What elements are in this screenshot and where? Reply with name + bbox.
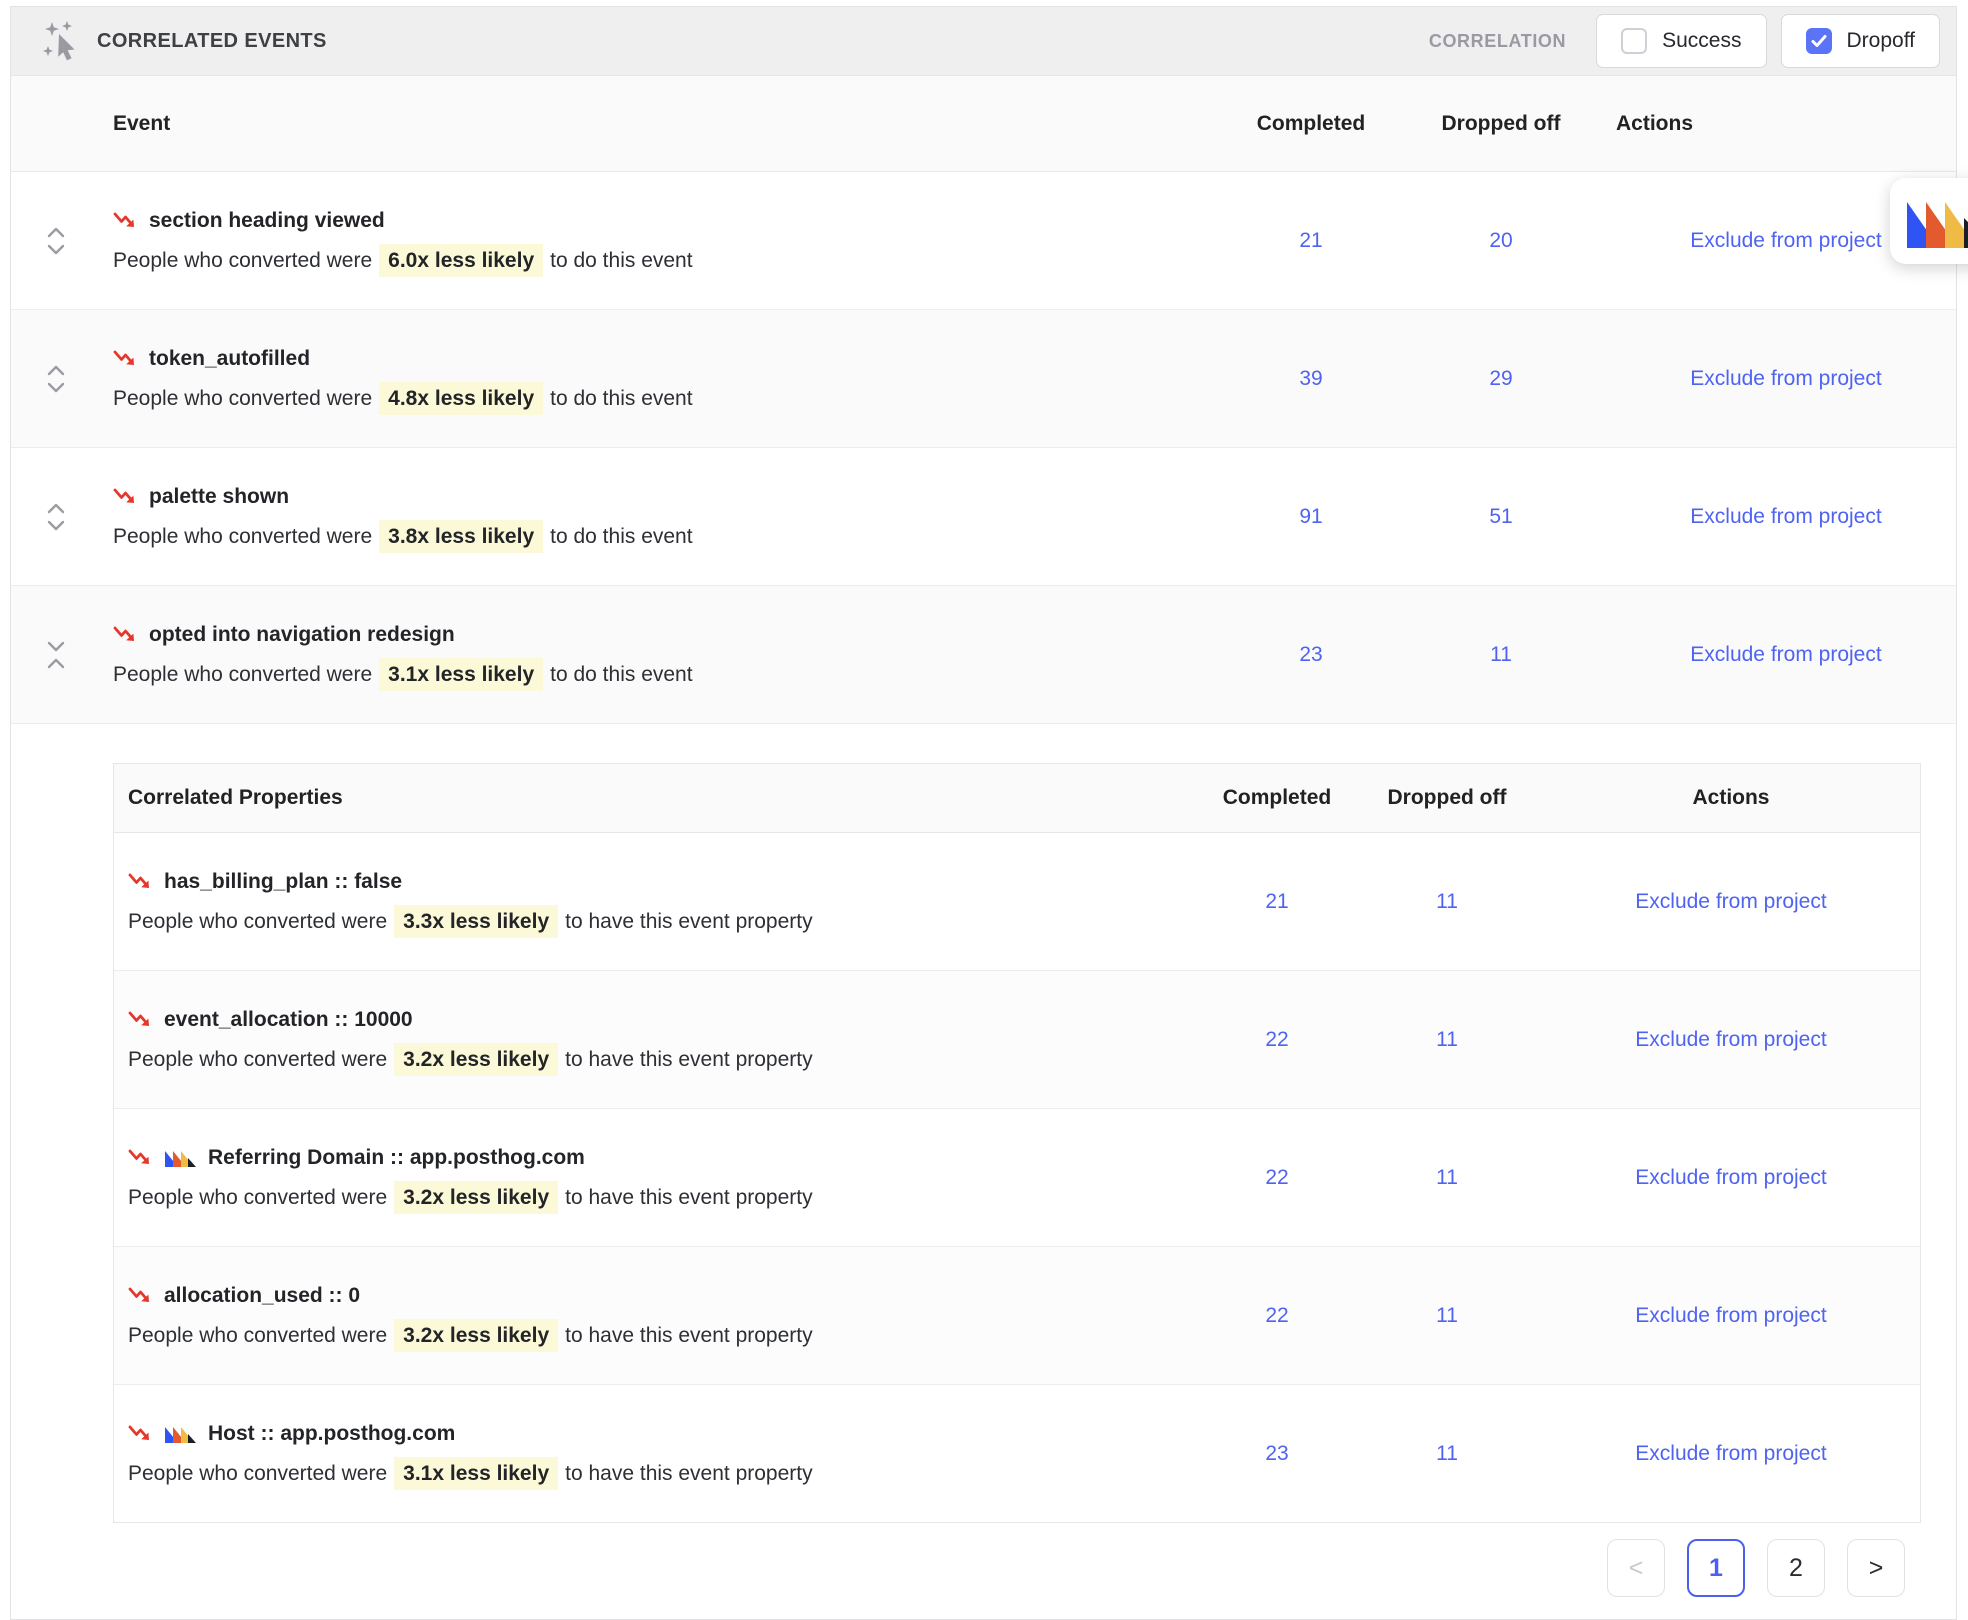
odds-highlight: 3.2x less likely — [394, 1181, 558, 1214]
property-description — [128, 1048, 1202, 1072]
column-completed: Completed — [1222, 786, 1332, 809]
desc-suffix: to have this event property — [565, 1323, 813, 1347]
desc-prefix: People who converted were — [128, 1185, 388, 1209]
desc-prefix: People who converted were — [113, 662, 373, 686]
sort-controls — [11, 365, 101, 393]
sort-down-icon[interactable] — [47, 244, 65, 255]
page-button-1[interactable]: 1 — [1687, 1539, 1745, 1597]
exclude-from-project-link[interactable]: Exclude from project — [1635, 1303, 1827, 1327]
odds-highlight: 3.2x less likely — [394, 1043, 558, 1076]
odds-highlight: 3.1x less likely — [394, 1457, 558, 1490]
property-name: Host :: app.posthog.com — [208, 1421, 456, 1445]
sort-down-icon[interactable] — [47, 641, 65, 652]
sort-controls — [11, 503, 101, 531]
property-row — [114, 1109, 1920, 1247]
correlation-label: CORRELATION — [1428, 30, 1567, 51]
desc-suffix: to have this event property — [565, 1185, 813, 1209]
property-name: Referring Domain :: app.posthog.com — [208, 1145, 585, 1169]
sort-controls — [11, 641, 101, 669]
property-info — [114, 990, 1202, 1090]
dropoff-toggle-button[interactable] — [1781, 14, 1941, 68]
desc-prefix: People who converted were — [128, 1047, 388, 1071]
chevron-right-icon: > — [1868, 1553, 1884, 1582]
posthog-logo — [1905, 192, 1968, 250]
odds-highlight: 4.8x less likely — [379, 382, 543, 415]
exclude-from-project-link[interactable]: Exclude from project — [1635, 1027, 1827, 1051]
desc-prefix: People who converted were — [113, 524, 373, 548]
completed-count-link[interactable]: 23 — [1299, 642, 1323, 666]
completed-count-link[interactable]: 22 — [1265, 1165, 1289, 1189]
sort-controls — [11, 227, 101, 255]
dropoff-label: Dropoff — [1846, 29, 1915, 52]
panel-title: CORRELATED EVENTS — [97, 29, 327, 52]
exclude-from-project-link[interactable]: Exclude from project — [1635, 1165, 1827, 1189]
event-info — [101, 189, 1236, 293]
event-name: palette shown — [149, 484, 290, 508]
trending-down-icon — [128, 1148, 154, 1168]
sort-up-icon[interactable] — [47, 503, 65, 514]
events-table-header — [11, 76, 1956, 172]
completed-count-link[interactable]: 39 — [1299, 366, 1323, 390]
desc-suffix: to do this event — [550, 386, 693, 410]
checkmark-icon — [1811, 34, 1827, 48]
property-description — [128, 910, 1202, 934]
event-info — [101, 327, 1236, 431]
dropped-count-link[interactable]: 11 — [1436, 1027, 1458, 1051]
pagination — [11, 1539, 1905, 1597]
next-page-button[interactable] — [1847, 1539, 1905, 1597]
property-row — [114, 971, 1920, 1109]
correlation-panel — [10, 6, 1957, 1620]
property-name: has_billing_plan :: false — [164, 869, 403, 893]
page-button-2[interactable]: 2 — [1767, 1539, 1825, 1597]
sort-down-icon[interactable] — [47, 382, 65, 393]
column-dropped-off: Dropped off — [1441, 111, 1561, 135]
property-row — [114, 1247, 1920, 1385]
property-name: event_allocation :: 10000 — [164, 1007, 413, 1031]
property-description — [128, 1462, 1202, 1486]
exclude-from-project-link[interactable]: Exclude from project — [1635, 889, 1827, 913]
desc-prefix: People who converted were — [113, 386, 373, 410]
posthog-icon — [164, 1147, 196, 1168]
desc-suffix: to do this event — [550, 662, 693, 686]
odds-highlight: 6.0x less likely — [379, 244, 543, 277]
odds-highlight: 3.1x less likely — [379, 658, 543, 691]
column-actions: Actions — [1692, 786, 1770, 809]
event-info — [101, 603, 1236, 707]
completed-count-link[interactable]: 91 — [1299, 504, 1323, 528]
property-name: allocation_used :: 0 — [164, 1283, 361, 1307]
trending-down-icon — [128, 872, 154, 892]
success-checkbox[interactable] — [1621, 28, 1647, 54]
trending-down-icon — [113, 487, 139, 507]
desc-suffix: to do this event — [550, 248, 693, 272]
event-name: section heading viewed — [149, 208, 385, 232]
event-description — [113, 387, 1236, 411]
properties-table-header — [114, 764, 1920, 833]
trending-down-icon — [128, 1286, 154, 1306]
desc-suffix: to do this event — [550, 524, 693, 548]
trending-down-icon — [113, 211, 139, 231]
property-info — [114, 1128, 1202, 1228]
odds-highlight: 3.2x less likely — [394, 1319, 558, 1352]
prev-page-button[interactable] — [1607, 1539, 1665, 1597]
event-row — [11, 172, 1956, 310]
completed-count-link[interactable]: 23 — [1265, 1441, 1289, 1465]
trending-down-icon — [128, 1424, 154, 1444]
panel-header — [11, 7, 1956, 76]
property-info — [114, 852, 1202, 952]
dropped-count-link[interactable]: 11 — [1436, 1303, 1458, 1327]
property-row — [114, 1385, 1920, 1522]
completed-count-link[interactable]: 22 — [1265, 1027, 1289, 1051]
odds-highlight: 3.3x less likely — [394, 905, 558, 938]
success-label: Success — [1662, 29, 1742, 52]
completed-count-link[interactable]: 22 — [1265, 1303, 1289, 1327]
desc-suffix: to have this event property — [565, 909, 813, 933]
desc-prefix: People who converted were — [113, 248, 373, 272]
dropoff-checkbox[interactable] — [1806, 28, 1832, 54]
correlated-properties-table — [113, 763, 1921, 1523]
trending-down-icon — [113, 349, 139, 369]
dropped-count-link[interactable]: 11 — [1490, 642, 1512, 666]
event-name: token_autofilled — [149, 346, 311, 370]
sort-up-icon[interactable] — [47, 227, 65, 238]
completed-count-link[interactable]: 21 — [1265, 889, 1289, 913]
chevron-left-icon: < — [1628, 1553, 1644, 1582]
event-description — [113, 249, 1236, 273]
event-description — [113, 663, 1236, 687]
desc-prefix: People who converted were — [128, 1461, 388, 1485]
posthog-icon — [164, 1423, 196, 1444]
event-row — [11, 586, 1956, 724]
property-description — [128, 1186, 1202, 1210]
event-info — [101, 465, 1236, 569]
property-row — [114, 833, 1920, 971]
column-actions: Actions — [1616, 111, 1694, 135]
dropped-count-link[interactable]: 11 — [1436, 1165, 1458, 1189]
event-name: opted into navigation redesign — [149, 622, 455, 646]
dropped-count-link[interactable]: 11 — [1436, 1441, 1458, 1465]
sort-up-icon[interactable] — [47, 658, 65, 669]
event-row — [11, 448, 1956, 586]
dropped-count-link[interactable]: 20 — [1489, 228, 1513, 252]
exclude-from-project-link[interactable]: Exclude from project — [1690, 504, 1882, 528]
sort-up-icon[interactable] — [47, 365, 65, 376]
column-event: Event — [113, 111, 171, 135]
odds-highlight: 3.8x less likely — [379, 520, 543, 553]
exclude-from-project-link[interactable]: Exclude from project — [1690, 366, 1882, 390]
dropped-count-link[interactable]: 29 — [1489, 366, 1513, 390]
column-correlated-properties: Correlated Properties — [128, 786, 343, 809]
event-description — [113, 525, 1236, 549]
success-toggle-button[interactable] — [1596, 14, 1766, 68]
desc-prefix: People who converted were — [128, 909, 388, 933]
column-dropped-off: Dropped off — [1387, 786, 1507, 809]
trending-down-icon — [128, 1010, 154, 1030]
sort-down-icon[interactable] — [47, 520, 65, 531]
trending-down-icon — [113, 625, 139, 645]
desc-suffix: to have this event property — [565, 1461, 813, 1485]
exclude-from-project-link[interactable]: Exclude from project — [1635, 1441, 1827, 1465]
property-info — [114, 1404, 1202, 1504]
desc-suffix: to have this event property — [565, 1047, 813, 1071]
posthog-logo-card — [1890, 178, 1968, 264]
property-description — [128, 1324, 1202, 1348]
exclude-from-project-link[interactable]: Exclude from project — [1690, 642, 1882, 666]
event-row — [11, 310, 1956, 448]
magic-click-icon — [41, 20, 85, 62]
dropped-count-link[interactable]: 51 — [1489, 504, 1513, 528]
completed-count-link[interactable]: 21 — [1299, 228, 1323, 252]
column-completed: Completed — [1256, 111, 1366, 135]
desc-prefix: People who converted were — [128, 1323, 388, 1347]
exclude-from-project-link[interactable]: Exclude from project — [1690, 228, 1882, 252]
dropped-count-link[interactable]: 11 — [1436, 889, 1458, 913]
property-info — [114, 1266, 1202, 1366]
